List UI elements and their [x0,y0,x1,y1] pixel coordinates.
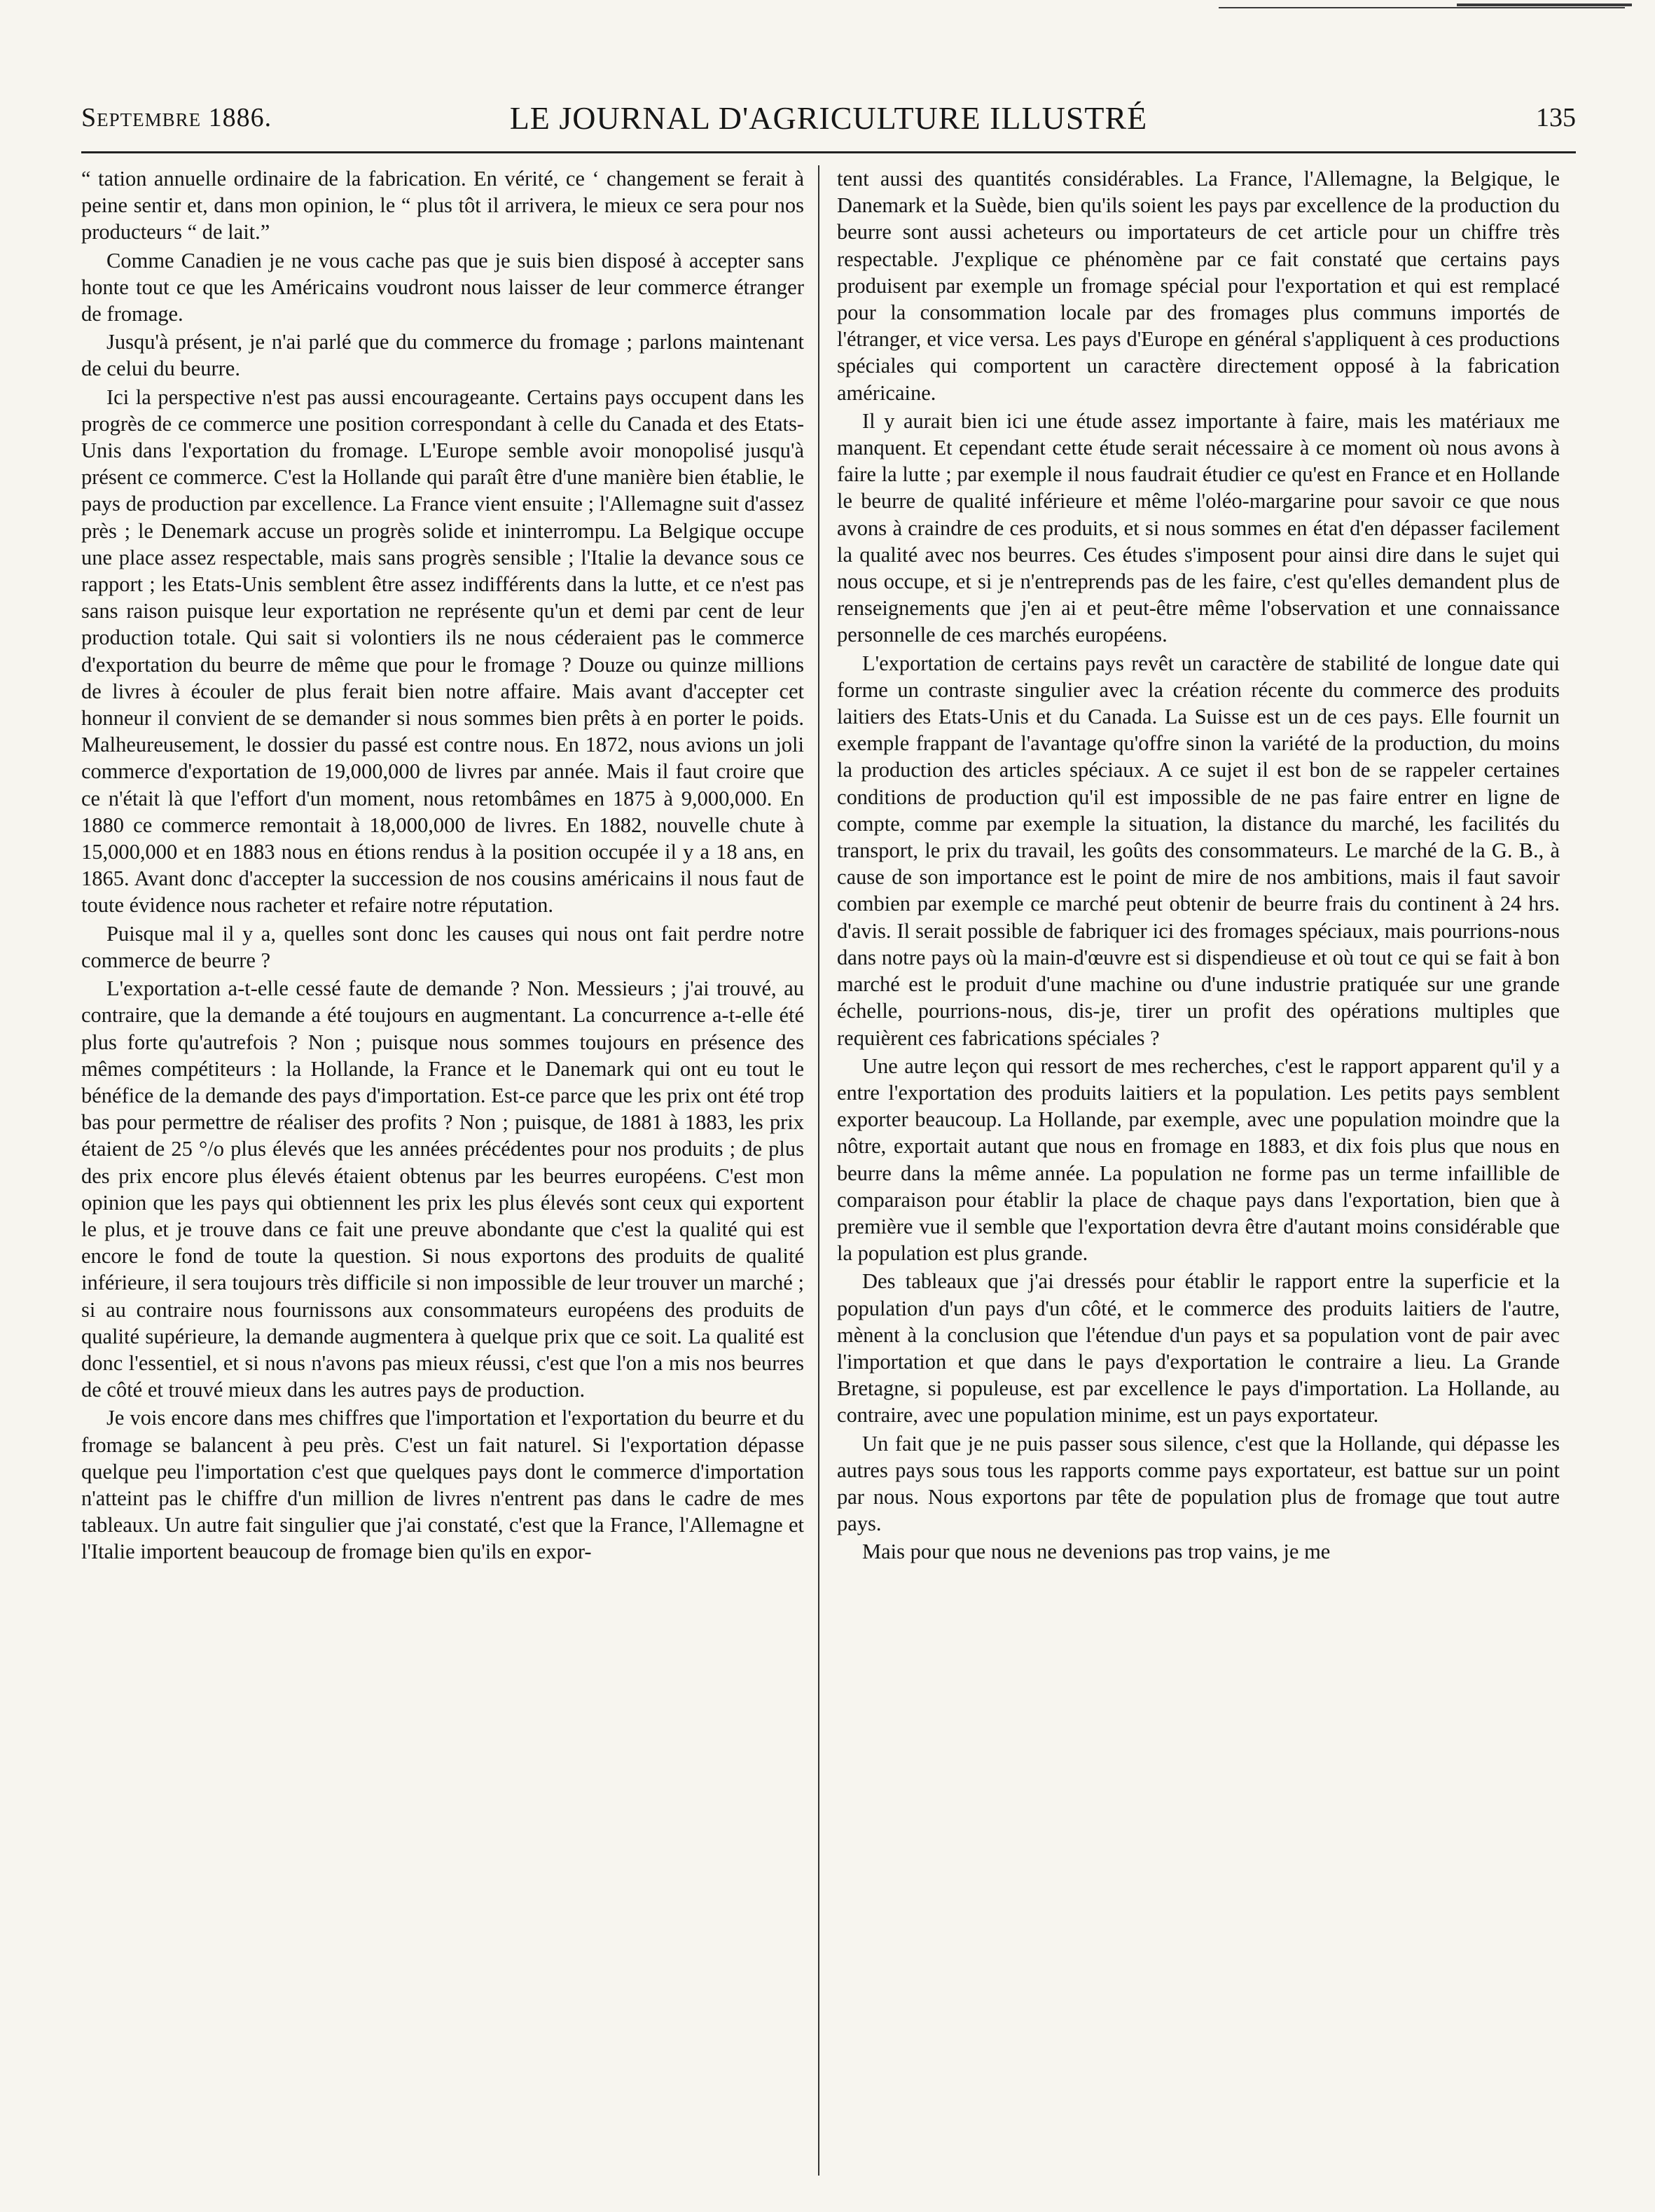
paragraph: Ici la perspective n'est pas aussi encourageante. Certains pays occupent dans les progrès de ce commerce une position correspondant à celle du Canada et des Etats-Unis dans l'exportation du fromage. L'Europe semble avoir monopolisé jusqu'à présent ce commerce. C'est la Hollande qui paraît être d'une manière bien établie, le pays de production par excellence. La France vient ensuite ; l'Allemagne suit d'assez près ; le Denemark accuse un progrès solide et ininterrompu. La Belgique occupe une place assez respectable, mais sans progrès sensible ; l'Italie la devance sous ce rapport ; les Etats-Unis semblent être assez indifférents dans la lutte, et ce n'est pas sans raison puisque leur exportation ne représente qu'un et demi par cent de leur production totale. Qui sait si volontiers ils ne nous céderaient pas le commerce d'exportation du beurre de même que pour le fromage ? Douze ou quinze millions de livres à écouler de plus ferait bien notre affaire. Mais avant d'accepter cet honneur il convient de se demander si nous sommes bien prêts à en porter le poids. Malheureusement, le dossier du passé est contre nous. En 1872, nous avions un joli commerce d'exportation de 19,000,000 de livres par année. Mais il faut croire que ce n'était là que l'effort d'un moment, nous retombâmes en 1875 à 9,000,000. En 1880 ce commerce remontait à 18,000,000 de livres. En 1882, nouvelle chute à 15,000,000 et en 1883 nous en étions rendus à la position occupée il y a 18 ans, en 1865. Avant donc d'accepter la succession de nos cousins américains il nous faut de toute évidence nous racheter et refaire notre réputation. [81,385,804,918]
header-date: Septembre 1886. [81,103,272,132]
paragraph: Jusqu'à présent, je n'ai parlé que du commerce du fromage ; parlons maintenant de celui du beurre. [81,330,804,381]
paragraph: Il y aurait bien ici une étude assez importante à faire, mais les matériaux me manquent. Et cependant cette étude serait nécessaire à ce moment où nous avons à faire la lutte ; par exemple il nous faudrait étudier ce qu'est en France et en Hollande le beurre de qualité inférieure et même l'oléo-margarine pour savoir ce que nous avons à craindre de ces produits, et si nous sommes en état d'en dépasser facilement la qualité avec nos beurres. Ces études s'imposent pour ainsi dire dans le sujet qui nous occupe, et si je n'entreprends pas de les faire, c'est qu'elles demandent plus de renseignements que j'en ai et peut-être même l'observation et une connaissance personnelle de ces marchés européens. [837,408,1560,647]
top-edge-rule-thick [1457,4,1632,6]
header-rule [81,151,1576,153]
paragraph: L'exportation a-t-elle cessé faute de demande ? Non. Messieurs ; j'ai trouvé, au contraire, que la demande a été toujours en augmentant. La concurrence a-t-elle été plus forte qu'autrefois ? Non ; puisque nous sommes toujours en présence des mêmes compétiteurs : la Hollande, la France et le Danemark qui ont eu tout le bénéfice de la demande des pays d'importation. Est-ce parce que les prix ont été trop bas pour permettre de réaliser des profits ? Non ; puisque, de 1881 à 1883, les prix étaient de 25 °/o plus élevés que les années précédentes pour nos produits ; de plus des prix encore plus élevés étaient obtenus par les beurres européens. C'est mon opinion que les pays qui obtiennent les prix les plus élevés sont ceux qui exportent le plus, et je trouve dans ce fait une preuve abondante que c'est la qualité qui est encore le fond de toute la question. Si nous exportons des produits de qualité inférieure, il sera toujours très difficile si non impossible de leur trouver un marché ; si au contraire nous fournissons aux consommateurs européens des produits de qualité supérieure, la demande augmentera à quelque prix que ce soit. La qualité est donc l'essentiel, et si nous n'avons pas mieux réussi, c'est que l'on a mis nos beurres de côté et trouvé mieux dans les autres pays de production. [81,976,804,1402]
paragraph: Un fait que je ne puis passer sous silence, c'est que la Hollande, qui dépasse les autres pays sous tous les rapports comme pays exportateur, est battue sur un point par nous. Nous exportons par tête de population plus de fromage que tout autre pays. [837,1431,1560,1536]
right-column [837,165,1560,2176]
paragraph: Comme Canadien je ne vous cache pas que je suis bien disposé à accepter sans honte tout ce que les Américains voudront nous laisser de leur commerce étranger de fromage. [81,248,804,326]
paragraph: Des tableaux que j'ai dressés pour établir le rapport entre la superficie et la population d'un pays d'un côté, et le commerce des produits laitiers de l'autre, mènent à la conclusion que l'étendue d'un pays et sa population vont de pair avec l'importation et que dans le pays d'exportation le contraire a lieu. La Grande Bretagne, si populeuse, est par excellence le pays d'importation. La Hollande, au contraire, avec une population minime, est un pays exportateur. [837,1269,1560,1428]
paragraph: tent aussi des quantités considérables. La France, l'Allemagne, la Belgique, le Danemark et la Suède, bien qu'ils soient les pays par excellence de la production du beurre sont aussi acheteurs ou importateurs de cet article pour un chiffre très respectable. J'explique ce phénomène par ce fait constaté que certains pays produisent par exemple un fromage spécial pour l'exportation et qui est remplacé pour la consommation locale par des fromages plus communs importés de l'étranger, et vice versa. Les pays d'Europe en général s'appliquent à ces productions spéciales qui comportent un caractère directement opposé à la fabrication américaine. [837,167,1560,405]
column-divider [818,165,819,2176]
top-edge-rule [1219,7,1625,8]
header-title: LE JOURNAL D'AGRICULTURE ILLUSTRÉ [509,100,1148,136]
page-number: 135 [1536,103,1576,132]
paragraph: “ tation annuelle ordinaire de la fabrication. En vérité, ce ‘ changement se ferait à peine sentir et, dans mon opinion, le “ plus tôt il arrivera, le mieux ce sera pour nos producteurs “ de lait.” [81,167,804,244]
paragraph: L'exportation de certains pays revêt un caractère de stabilité de longue date qui forme un contraste singulier avec la création récente du commerce des produits laitiers des Etats-Unis et du Canada. La Suisse est un de ces pays. Elle fournit un exemple frappant de l'avantage qu'offre sinon la variété de la production, du moins la production des articles spéciaux. A ce sujet il est bon de se rappeler certaines conditions de production qu'il est impossible de ne pas faire entrer en ligne de compte, comme par exemple la situation, la distance du marché, les facilités du transport, le prix du travail, les goûts des consommateurs. Le marché de la G. B., à cause de son importance est le point de mire de nos ambitions, mais il faut savoir combien par exemple ce marché peut obtenir de beurre frais du continent à 24 hrs. d'avis. Il serait possible de fabriquer ici des fromages spéciaux, mais pourrions-nous dans notre pays où la main-d'œuvre est si dispendieuse et où tout ce qui se fait à bon marché est le produit d'une machine ou d'une industrie pratiquée sur une grande échelle, pourrions-nous, dis-je, tirer un profit des opérations multiples que requièrent ces fabrications spéciales ? [837,651,1560,1050]
paragraph: Puisque mal il y a, quelles sont donc les causes qui nous ont fait perdre notre commerce de beurre ? [81,921,804,972]
paragraph: Mais pour que nous ne devenions pas trop vains, je me [862,1540,1331,1564]
left-column [81,165,804,2176]
page-header [81,102,1576,141]
paragraph: Une autre leçon qui ressort de mes recherches, c'est le rapport apparent qu'il y a entre l'exportation des produits laitiers et la population. Les petits pays semblent exporter beaucoup. La Hollande, par exemple, avec une population moindre que la nôtre, exportait autant que nous en fromage en 1883, et dix fois plus que nous en beurre dans la même année. La population ne forme pas un terme infaillible de comparaison pour établir la place de chaque pays dans l'exportation, bien que à première vue il semble que l'exportation devra être d'autant moins considérable que la population est plus grande. [837,1053,1560,1266]
paragraph: Je vois encore dans mes chiffres que l'importation et l'exportation du beurre et du fromage se balancent à peu près. C'est un fait naturel. Si l'exportation dépasse quelque peu l'importation c'est que quelques pays dont le commerce d'importation n'atteint pas le chiffre d'un million de livres n'entrent pas dans le cadre de mes tableaux. Un autre fait singulier que j'ai constaté, c'est que la France, l'Allemagne et l'Italie importent beaucoup de fromage bien qu'ils en expor- [81,1406,804,1564]
